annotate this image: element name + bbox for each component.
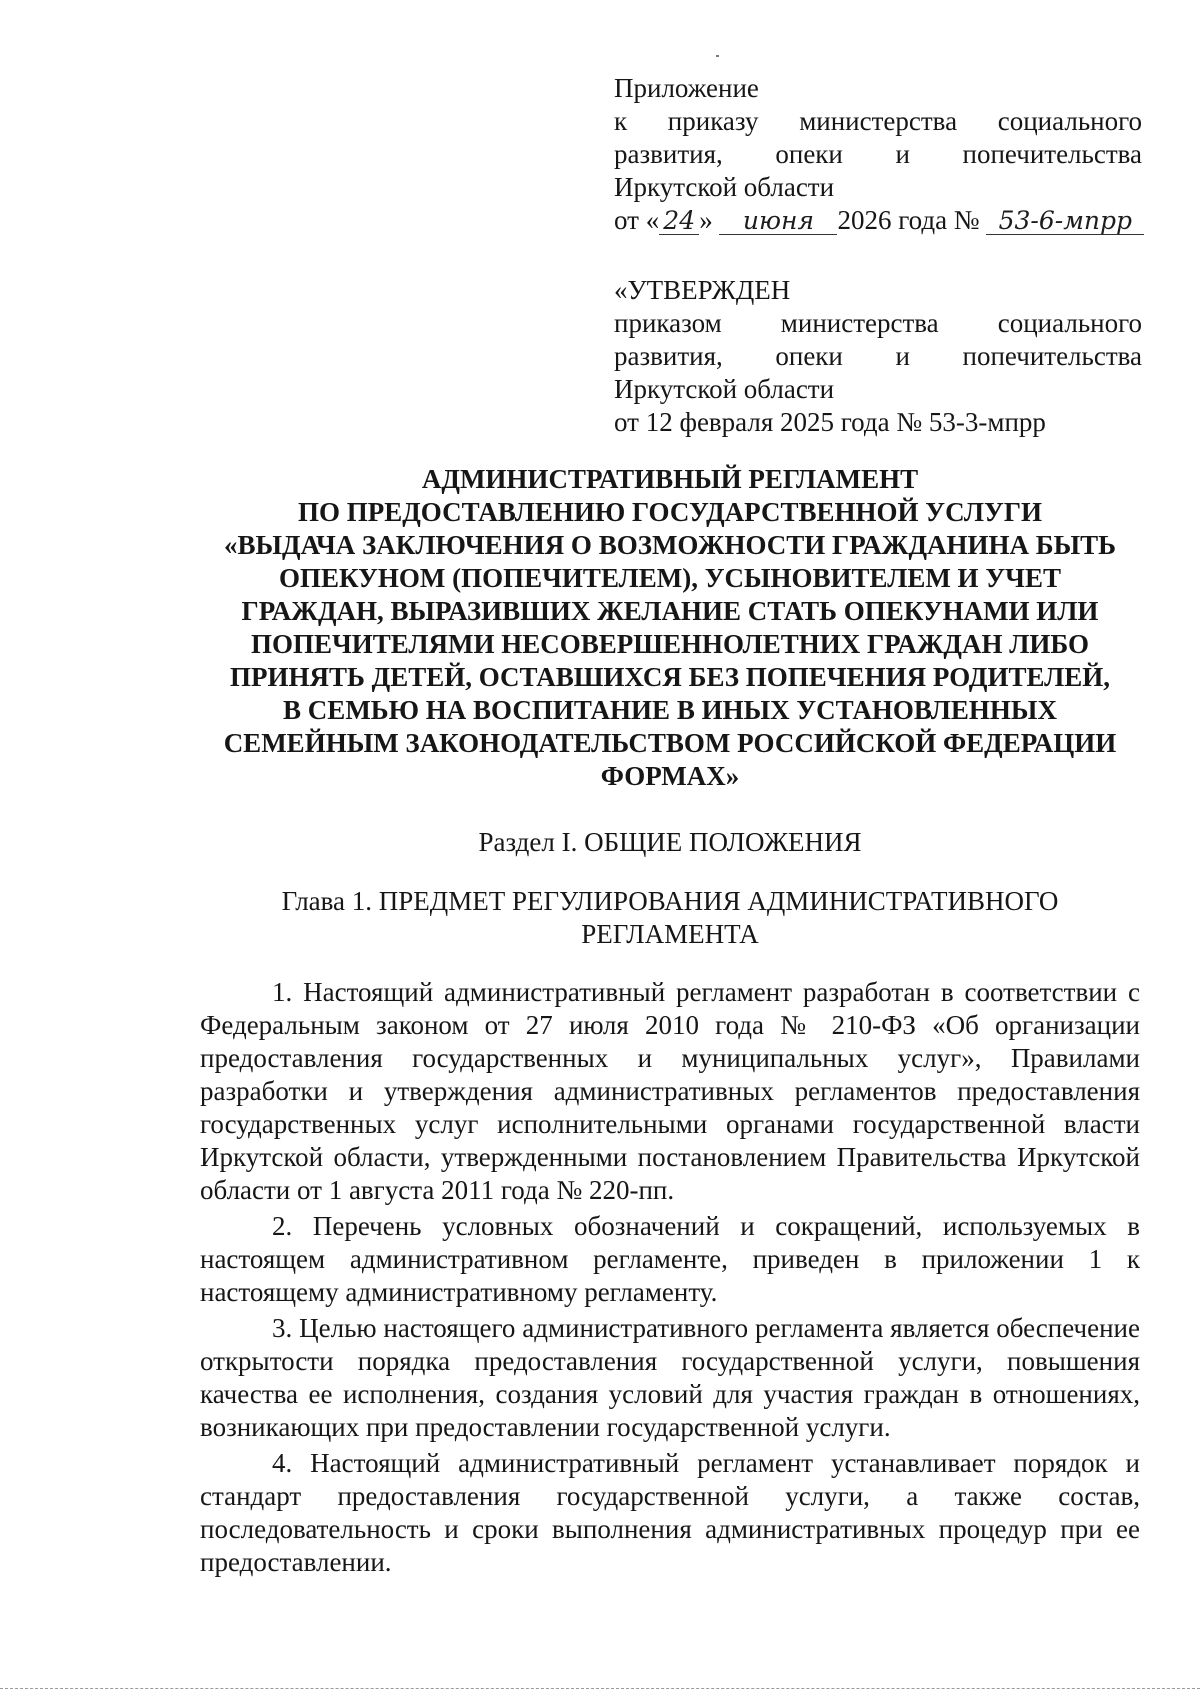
annex-line-2: развития, опеки и попечительства (614, 139, 1142, 169)
annex-date-prefix: от « (614, 205, 660, 235)
document-title (190, 463, 1150, 793)
chapter-heading (190, 885, 1150, 951)
paragraph-2: 2. Перечень условных обозначений и сокращений, используемых в настоящем административном регламенте, приведен в приложении 1 к настоящему административному регламенту. (200, 1211, 1140, 1307)
title-line: ФОРМАХ» (600, 761, 740, 791)
annex-date-day-suffix: » (699, 205, 713, 235)
chapter-heading-line-2: РЕГЛАМЕНТА (581, 919, 759, 949)
title-line: ПО ПРЕДОСТАВЛЕНИЮ ГОСУДАРСТВЕННОЙ УСЛУГИ (297, 497, 1043, 527)
handwritten-day: 24 (659, 208, 699, 235)
annex-line-3: Иркутской области (614, 172, 835, 202)
annex-line-1: к приказу министерства социального (614, 106, 1142, 136)
annex-year-text: 2026 года № (837, 205, 980, 235)
title-line: СЕМЕЙНЫМ ЗАКОНОДАТЕЛЬСТВОМ РОССИЙСКОЙ ФЕДЕРАЦИИ (223, 728, 1117, 758)
title-line: ПОПЕЧИТЕЛЯМИ НЕСОВЕРШЕННОЛЕТНИХ ГРАЖДАН ЛИБО (250, 629, 1090, 659)
paragraph-3: 3. Целью настоящего административного регламента является обеспечение открытости порядка предоставления государственной услуги, повышения качества ее исполнения, создания условий для участия граждан в отношениях, возникающих при предоставлении государственной услуги. (200, 1313, 1140, 1442)
approved-line-2: развития, опеки и попечительства (614, 341, 1142, 371)
paragraph-4: 4. Настоящий административный регламент устанавливает порядок и стандарт предоставления государственной услуги, а также состав, последовательность и сроки выполнения административных процедур при ее предоставлении. (200, 1448, 1140, 1577)
approved-block (614, 274, 1142, 439)
body-text (200, 976, 1140, 1582)
handwritten-month: июня (719, 208, 837, 235)
approved-heading: «УТВЕРЖДЕН (614, 275, 791, 305)
scan-speck (716, 55, 719, 57)
paragraph-1: 1. Настоящий административный регламент разработан в соответствии с Федеральным законом от 27 июля 2010 года № 210-ФЗ «Об организации предоставления государственных и муниципальных услуг», Правилами разработки и утверждения административных регламентов предоставления государственных услуг исполнительными органами государственной власти Иркутской области, утвержденными постановлением Правительства Иркутской области от 1 августа 2011 года № 220-пп. (200, 977, 1140, 1205)
title-line: ГРАЖДАН, ВЫРАЗИВШИХ ЖЕЛАНИЕ СТАТЬ ОПЕКУНАМИ ИЛИ (241, 596, 1099, 626)
approved-line-4: от 12 февраля 2025 года № 53-3-мпрр (614, 407, 1046, 437)
section-heading: Раздел I. ОБЩИЕ ПОЛОЖЕНИЯ (478, 827, 862, 857)
chapter-heading-line-1: Глава 1. ПРЕДМЕТ РЕГУЛИРОВАНИЯ АДМИНИСТРАТИВНОГО (281, 886, 1059, 916)
title-line: ОПЕКУНОМ (ПОПЕЧИТЕЛЕМ), УСЫНОВИТЕЛЕМ И УЧЕТ (279, 563, 1061, 593)
annex-heading: Приложение (614, 73, 759, 103)
handwritten-order-number: 53-6-мпрр (986, 208, 1144, 235)
title-line: ПРИНЯТЬ ДЕТЕЙ, ОСТАВШИХСЯ БЕЗ ПОПЕЧЕНИЯ РОДИТЕЛЕЙ, (230, 662, 1110, 692)
annex-block (614, 72, 1142, 237)
annex-date-line (614, 204, 1142, 237)
approved-line-3: Иркутской области (614, 374, 835, 404)
title-line: АДМИНИСТРАТИВНЫЙ РЕГЛАМЕНТ (421, 464, 919, 494)
title-line: «ВЫДАЧА ЗАКЛЮЧЕНИЯ О ВОЗМОЖНОСТИ ГРАЖДАНИНА БЫТЬ (223, 530, 1117, 560)
title-line: В СЕМЬЮ НА ВОСПИТАНИЕ В ИНЫХ УСТАНОВЛЕННЫХ (283, 695, 1057, 725)
approved-line-1: приказом министерства социального (614, 308, 1142, 338)
page-bottom-edge (0, 1688, 1200, 1689)
